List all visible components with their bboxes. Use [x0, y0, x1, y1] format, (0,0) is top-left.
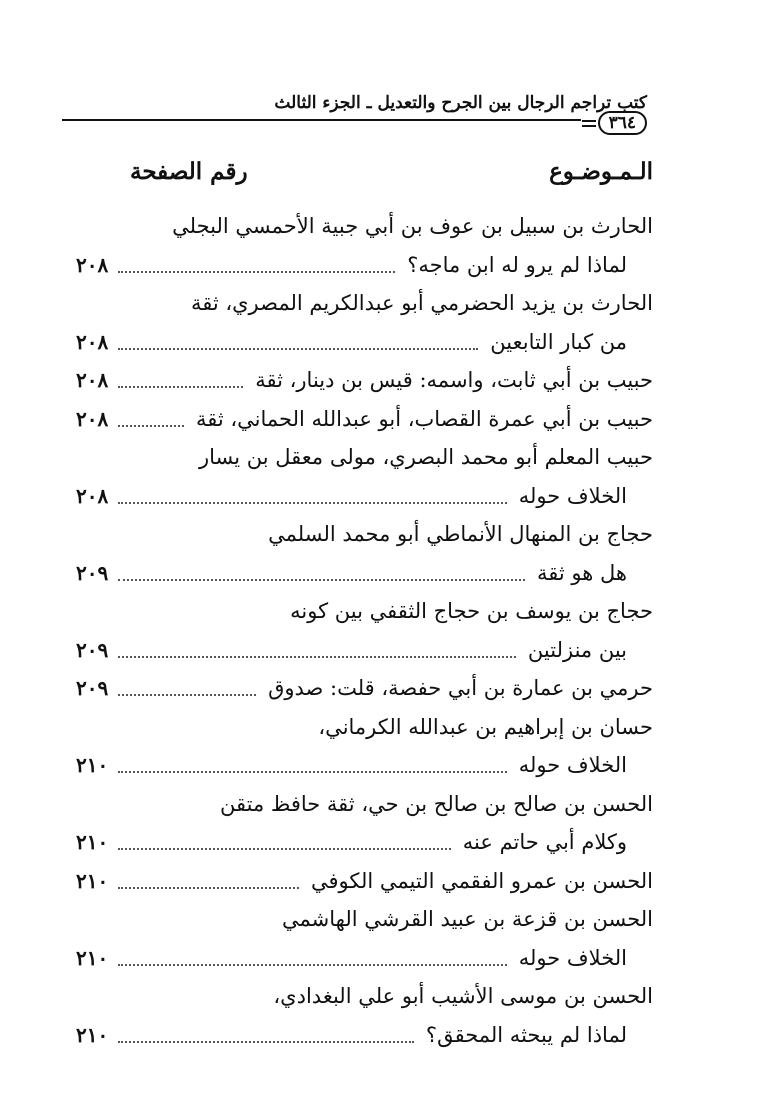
- entry-title: الحارث بن سبيل بن عوف بن أبي جبية الأحمسي البجلي: [172, 214, 653, 239]
- index-entry: [76, 1016, 653, 1055]
- index-entry: [76, 823, 653, 862]
- entry-page-number: ٢٠٨: [76, 252, 109, 277]
- index-entry: [76, 477, 653, 516]
- entry-title: الحسن بن عمرو الفقمي التيمي الكوفي: [310, 868, 653, 893]
- index-entry: [76, 400, 653, 439]
- topic-column-header: الـمـوضـوع: [549, 158, 653, 185]
- entry-title: الحسن بن موسى الأشيب أبو علي البغدادي،: [273, 984, 653, 1009]
- index-entry: [76, 554, 653, 593]
- entry-title: حرمي بن عمارة بن أبي حفصة، قلت: صدوق: [268, 676, 653, 701]
- index-entry: [76, 900, 653, 939]
- entry-page-number: ٢١٠: [76, 830, 109, 855]
- dot-leader: [118, 271, 395, 273]
- index-entry: [76, 246, 653, 285]
- entry-title: حسان بن إبراهيم بن عبدالله الكرماني،: [318, 714, 653, 739]
- entry-title: الحارث بن يزيد الحضرمي أبو عبدالكريم المصري، ثقة: [190, 291, 653, 316]
- dot-leader: [118, 848, 451, 850]
- index-entry: [76, 515, 653, 554]
- page-number: ٣٦٤: [598, 111, 647, 135]
- entry-page-number: ٢١٠: [76, 945, 109, 970]
- dot-leader: [118, 771, 507, 773]
- dot-leader: [118, 579, 525, 581]
- index-entry: [76, 785, 653, 824]
- dot-leader: [118, 964, 507, 966]
- dot-leader: [118, 386, 243, 388]
- index-entry: [76, 862, 653, 901]
- page-number-badge: [582, 111, 647, 135]
- entry-title: حجاج بن المنهال الأنماطي أبو محمد السلمي: [268, 522, 653, 547]
- entry-title: بين منزلتين: [527, 637, 627, 662]
- dot-leader: [118, 502, 507, 504]
- ornament-bars-icon: [582, 120, 596, 127]
- header-rule: [62, 119, 581, 121]
- index-entry: [76, 438, 653, 477]
- running-title: كتب تراجم الرجال بين الجرح والتعديل ـ الجزء الثالث: [274, 93, 647, 113]
- index-entry: [76, 361, 653, 400]
- entry-title: حجاج بن يوسف بن حجاج الثقفي بين كونه: [290, 599, 653, 624]
- entry-title: حبيب بن أبي ثابت، واسمه: قيس بن دينار، ثقة: [255, 368, 653, 393]
- dot-leader: [118, 694, 256, 696]
- index-entry: [76, 207, 653, 246]
- entry-page-number: ٢٠٨: [76, 483, 109, 508]
- entry-page-number: ٢٠٩: [76, 637, 109, 662]
- entry-page-number: ٢١٠: [76, 1022, 109, 1047]
- entry-title: لماذا لم يرو له ابن ماجه؟: [407, 252, 627, 277]
- entry-page-number: ٢١٠: [76, 868, 109, 893]
- entry-title: الخلاف حوله: [518, 945, 627, 970]
- index-entry: [76, 939, 653, 978]
- index-entry: [76, 284, 653, 323]
- page-column-header: رقم الصفحة: [130, 158, 248, 185]
- dot-leader: [118, 1041, 414, 1043]
- entry-title: حبيب بن أبي عمرة القصاب، أبو عبدالله الحماني، ثقة: [195, 406, 653, 431]
- entry-title: الخلاف حوله: [518, 483, 627, 508]
- dot-leader: [118, 348, 478, 350]
- entry-page-number: ٢٠٨: [76, 406, 109, 431]
- dot-leader: [118, 425, 184, 427]
- index-entry: [76, 323, 653, 362]
- dot-leader: [118, 656, 516, 658]
- entry-title: الحسن بن صالح بن صالح بن حي، ثقة حافظ متقن: [220, 791, 653, 816]
- entry-title: الحسن بن قزعة بن عبيد القرشي الهاشمي: [282, 907, 653, 932]
- entry-page-number: ٢٠٩: [76, 676, 109, 701]
- entry-page-number: ٢٠٨: [76, 368, 109, 393]
- entry-title: من كبار التابعين: [490, 329, 627, 354]
- entry-title: حبيب المعلم أبو محمد البصري، مولى معقل بن يسار: [198, 445, 653, 470]
- entry-title: الخلاف حوله: [518, 753, 627, 778]
- index-entry: [76, 631, 653, 670]
- index-entries: [76, 207, 653, 1054]
- entry-title: لماذا لم يبحثه المحقق؟: [425, 1022, 627, 1047]
- index-entry: [76, 746, 653, 785]
- entry-page-number: ٢١٠: [76, 753, 109, 778]
- entry-title: وكلام أبي حاتم عنه: [462, 830, 627, 855]
- dot-leader: [118, 887, 299, 889]
- index-entry: [76, 977, 653, 1016]
- entry-title: هل هو ثقة: [537, 560, 627, 585]
- entry-page-number: ٢٠٩: [76, 560, 109, 585]
- index-entry: [76, 708, 653, 747]
- entry-page-number: ٢٠٨: [76, 329, 109, 354]
- column-headers: [130, 158, 653, 185]
- index-entry: [76, 592, 653, 631]
- index-entry: [76, 669, 653, 708]
